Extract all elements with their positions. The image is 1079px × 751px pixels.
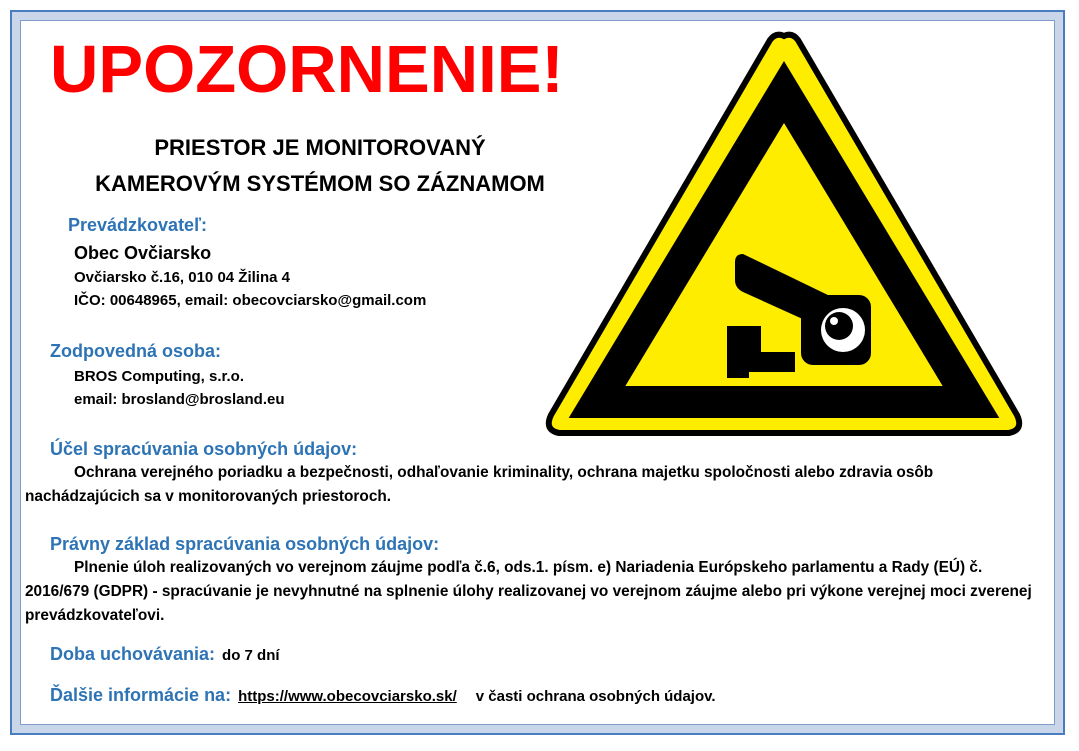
operator-name: Obec Ovčiarsko [74, 243, 212, 263]
subtitle-line-2: KAMEROVÝM SYSTÉMOM SO ZÁZNAMOM [95, 171, 545, 196]
purpose-text: Ochrana verejného poriadku a bezpečnosti, odhaľovanie kriminality, ochrana majetku spoločnosti alebo zdravia osôb nachádzajúcich sa v monitorovaných priestoroch. [25, 464, 934, 505]
operator-heading: Prevádzkovateľ: [68, 215, 207, 235]
cctv-warning-triangle-icon [543, 30, 1025, 455]
retention-row [50, 645, 280, 663]
info-link[interactable]: https://www.obecovciarsko.sk/ [238, 688, 457, 705]
responsible-email: email: brosland@brosland.eu [74, 391, 285, 408]
retention-value: do 7 dní [222, 647, 280, 664]
responsible-heading: Zodpovedná osoba: [50, 341, 221, 361]
subtitle-line-1: PRIESTOR JE MONITOROVANÝ [154, 135, 486, 160]
info-row [50, 686, 716, 704]
responsible-name: BROS Computing, s.r.o. [74, 368, 245, 385]
retention-heading: Doba uchovávania: [50, 644, 216, 664]
info-heading: Ďalšie informácie na: [50, 685, 232, 705]
page-title: UPOZORNENIE! [50, 32, 564, 107]
info-suffix: v časti ochrana osobných údajov. [475, 688, 716, 705]
legal-text: Plnenie úloh realizovaných vo verejnom záujme podľa č.6, ods.1. písm. e) Nariadenia Európskeho parlamentu a Rady (EÚ) č. 2016/679 (GDPR) - spracúvanie je nevyhnutné na splnenie úlohy realizovanej vo verejnom záujme alebo pri výkone verejnej moci zverenej prevádzkovateľovi. [25, 559, 1032, 624]
operator-address: Ovčiarsko č.16, 010 04 Žilina 4 [74, 269, 290, 286]
operator-ico-email: IČO: 00648965, email: obecovciarsko@gmail.com [74, 292, 427, 309]
legal-heading: Právny základ spracúvania osobných údajov: [50, 534, 440, 554]
purpose-heading: Účel spracúvania osobných údajov: [50, 439, 358, 459]
